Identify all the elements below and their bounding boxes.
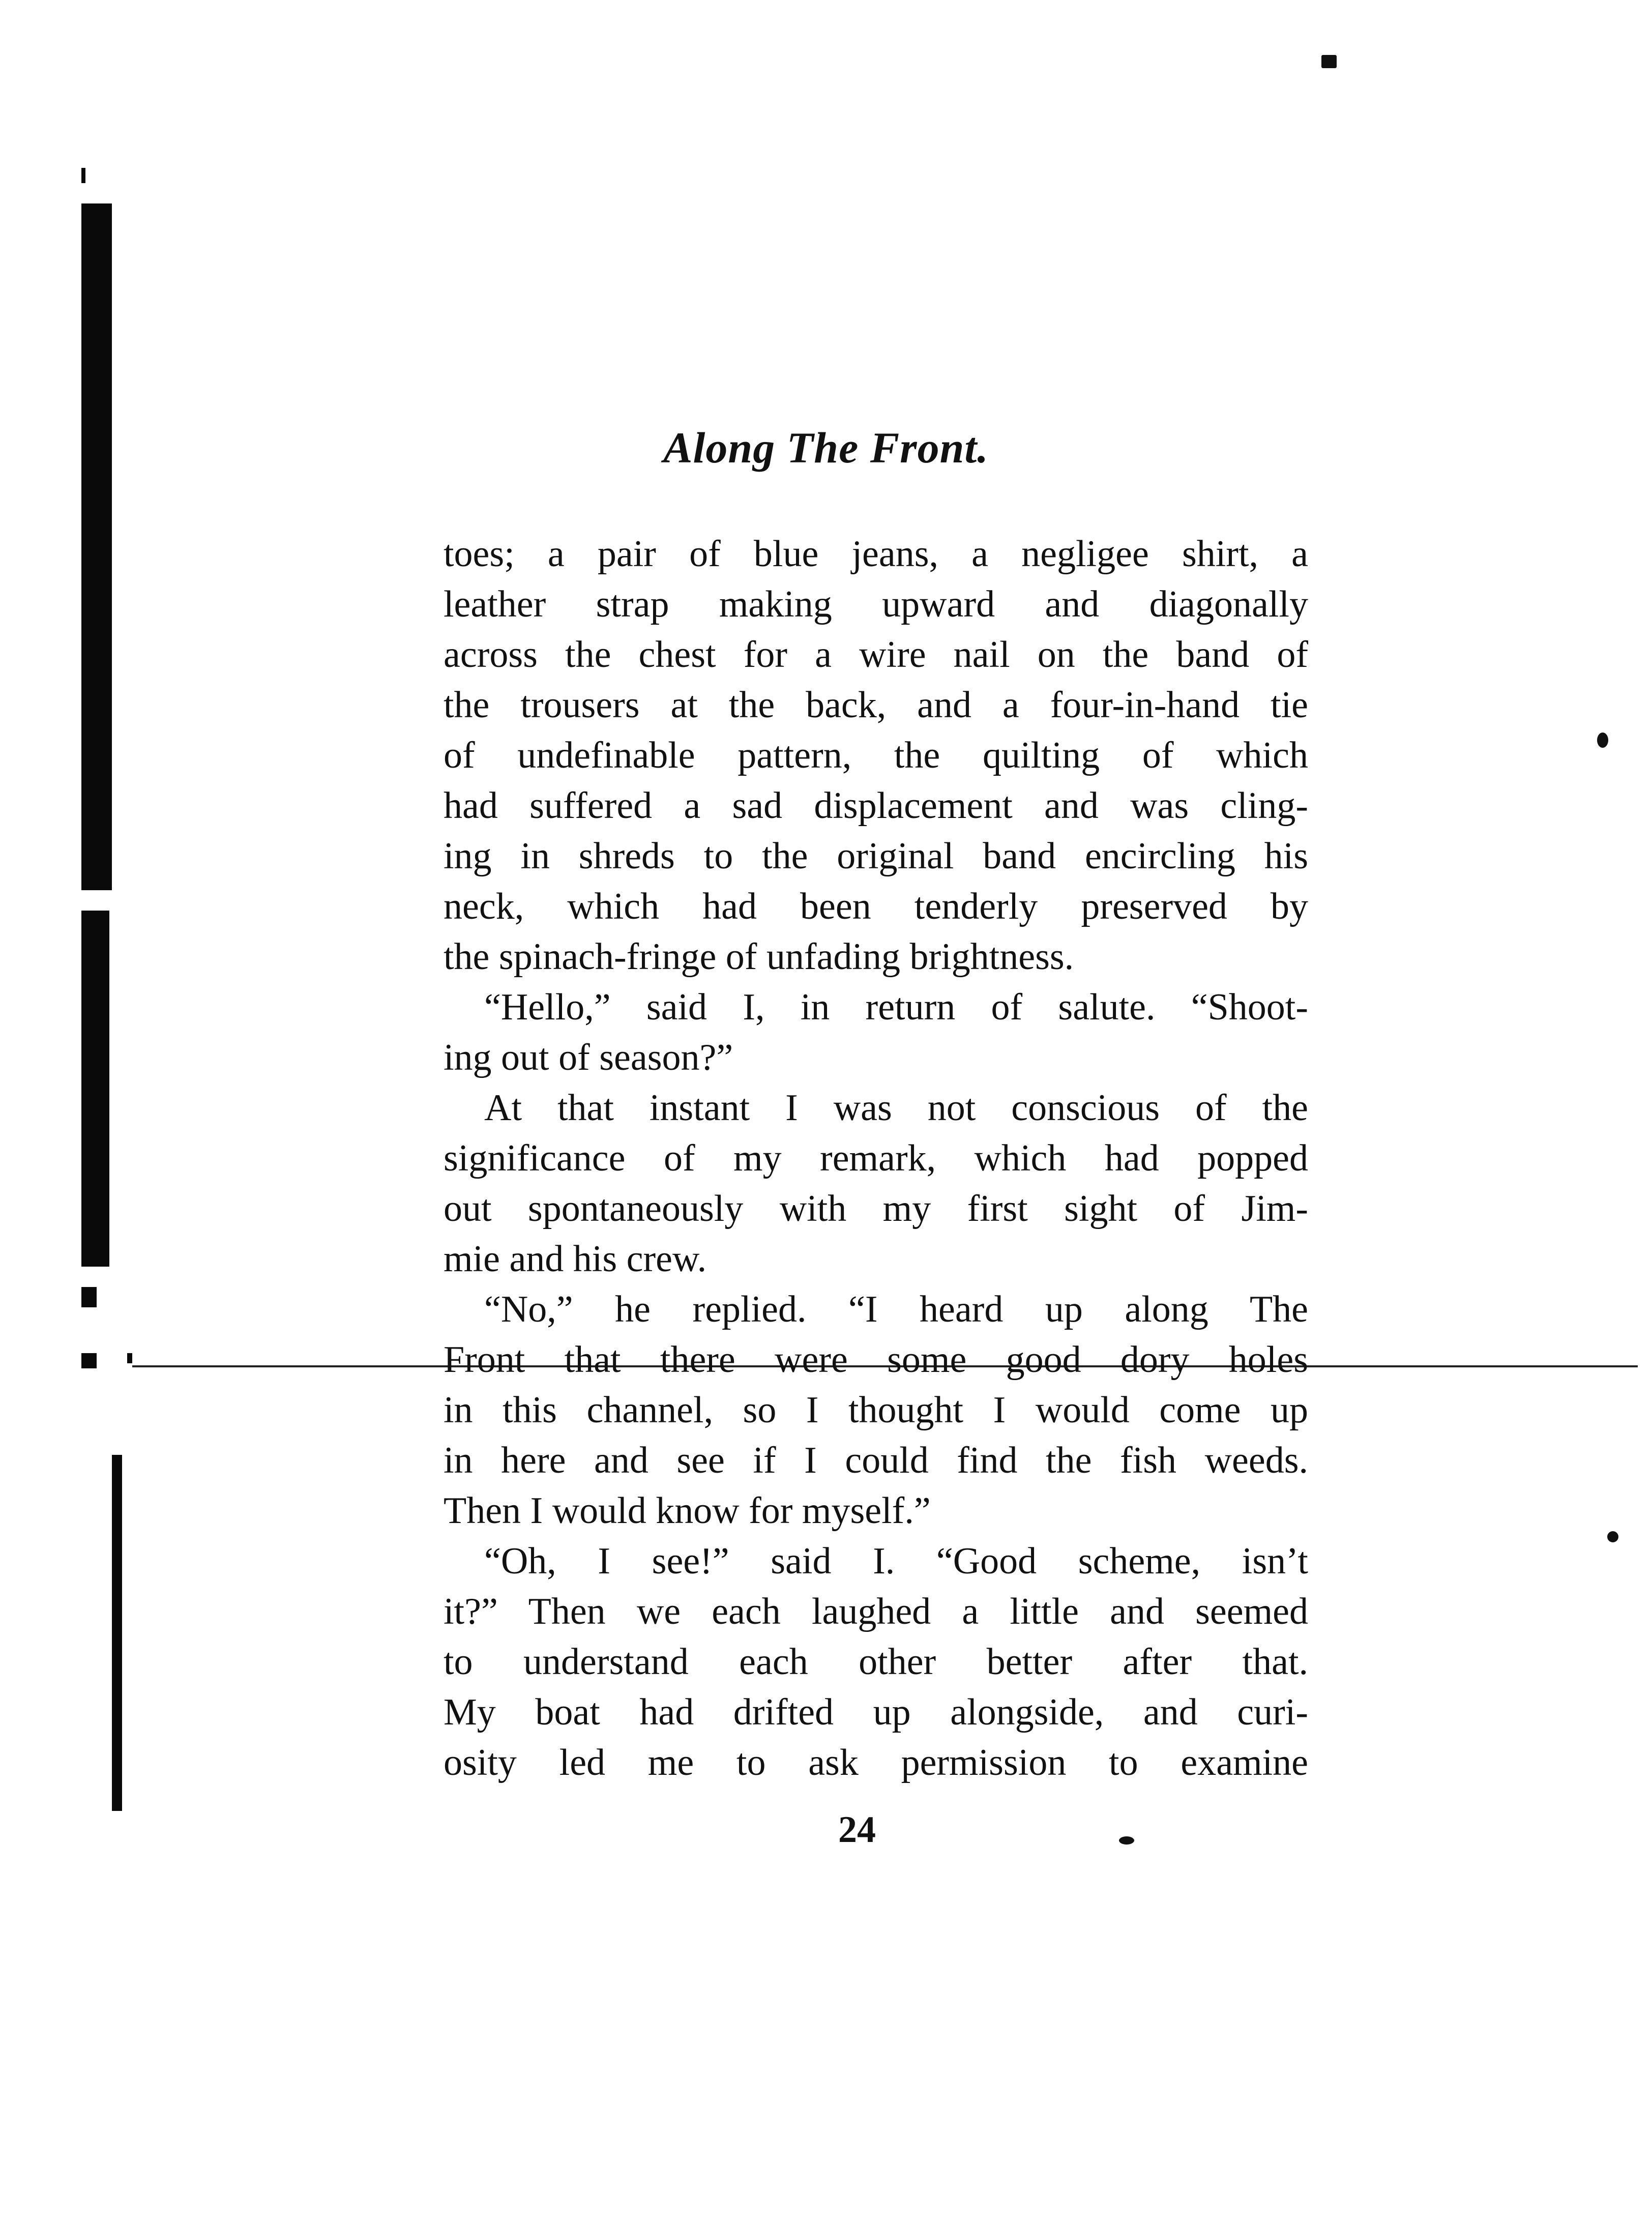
text-line: toes; a pair of blue jeans, a negligee shirt, a [444,533,1308,575]
text-line: “Hello,” said I, in return of salute. “Shoot- [484,986,1308,1028]
text-line: My boat had drifted up alongside, and curi- [444,1691,1308,1733]
page-body-text [444,529,1308,1788]
text-line: ing in shreds to the original band encircling his [444,835,1308,877]
text-line: it?” Then we each laughed a little and seemed [444,1591,1308,1632]
page-number: 24 [838,1809,876,1851]
text-line: At that instant I was not conscious of the [484,1087,1308,1129]
text-line: had suffered a sad displacement and was cling- [444,785,1308,827]
text-line: the spinach-fringe of unfading brightness. [444,936,1074,978]
text-line: mie and his crew. [444,1238,707,1280]
text-line: leather strap making upward and diagonally [444,583,1308,625]
running-head: Along The Front. [663,423,989,472]
text-line: neck, which had been tenderly preserved by [444,886,1308,927]
text-line: “No,” he replied. “I heard up along The [484,1289,1308,1330]
text-line: to understand each other better after that. [444,1641,1308,1683]
text-line: “Oh, I see!” said I. “Good scheme, isn’t [484,1540,1308,1582]
text-line: of undefinable pattern, the quilting of which [444,735,1308,776]
text-line: in this channel, so I thought I would come up [444,1389,1308,1431]
text-line: significance of my remark, which had popped [444,1137,1308,1179]
text-line: in here and see if I could find the fish weeds. [444,1440,1308,1481]
text-line: out spontaneously with my first sight of Jim- [444,1188,1308,1230]
binding-edge [81,168,132,1643]
text-line: the trousers at the back, and a four-in-hand tie [444,684,1308,726]
text-line: Front that there were some good dory holes [444,1339,1308,1381]
text-line: osity led me to ask permission to examine [444,1742,1308,1783]
text-line: Then I would know for myself.” [444,1490,931,1532]
text-line: ing out of season?” [444,1037,733,1078]
text-line: across the chest for a wire nail on the band of [444,634,1308,676]
